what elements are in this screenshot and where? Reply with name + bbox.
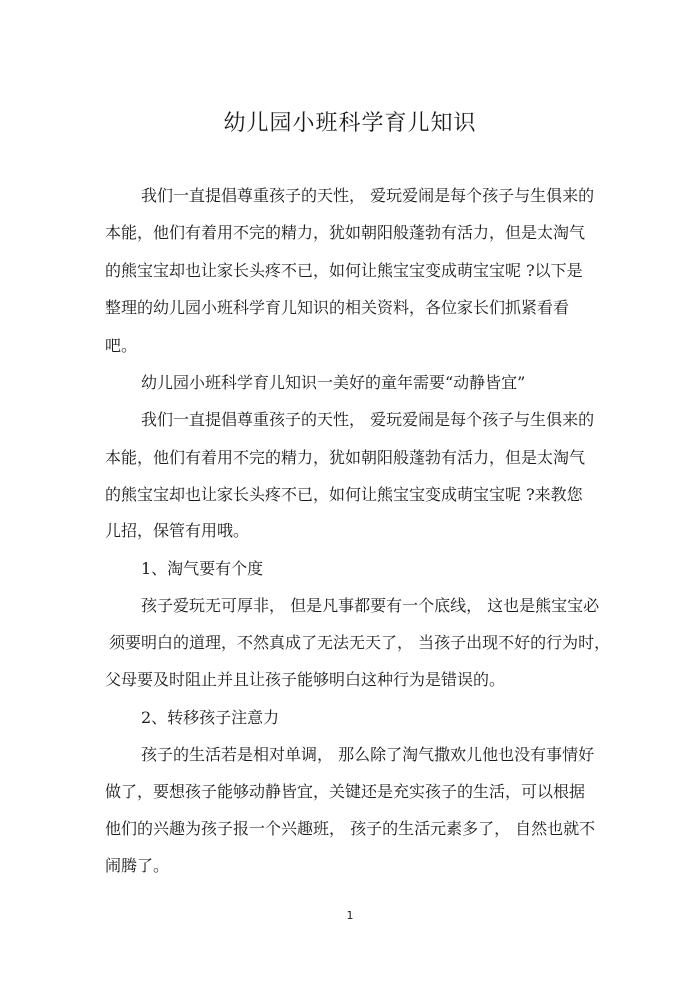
- text-line: 本能，他们有着用不完的精力，犹如朝阳般蓬勃有活力，但是太淘气: [105, 448, 586, 467]
- page-number: 1: [346, 909, 354, 922]
- text-line: 吧。: [105, 336, 138, 355]
- section-heading: 2、转移孩子注意力: [141, 708, 280, 727]
- text-line: 的熊宝宝却也让家长头疼不已，如何让熊宝宝变成萌宝宝呢 ?以下是: [105, 261, 583, 280]
- page-title: 幼儿园小班科学育儿知识: [223, 111, 477, 136]
- text-line: 儿招，保管有用哦。: [105, 521, 250, 540]
- text-line: 孩子爱玩无可厚非， 但是凡事都要有一个底线， 这也是熊宝宝必: [141, 596, 600, 615]
- section-heading: 幼儿园小班科学育儿知识一美好的童年需要“动静皆宜”: [141, 373, 526, 392]
- text-line: 做了，要想孩子能够动静皆宜，关键还是充实孩子的生活，可以根据: [105, 782, 586, 801]
- text-line: 的熊宝宝却也让家长头疼不已，如何让熊宝宝变成萌宝宝呢 ?来教您: [105, 485, 583, 504]
- text-line: 我们一直提倡尊重孩子的天性， 爱玩爱闹是每个孩子与生俱来的: [141, 186, 595, 205]
- section-heading: 1、淘气要有个度: [141, 559, 264, 578]
- text-line: 我们一直提倡尊重孩子的天性， 爱玩爱闹是每个孩子与生俱来的: [141, 410, 595, 429]
- text-line: 孩子的生活若是相对单调， 那么除了淘气撒欢儿他也没有事情好: [141, 745, 595, 764]
- text-line: 本能，他们有着用不完的精力，犹如朝阳般蓬勃有活力，但是太淘气: [105, 223, 586, 242]
- text-line: 他们的兴趣为孩子报一个兴趣班， 孩子的生活元素多了， 自然也就不: [105, 819, 596, 838]
- text-line: 须要明白的道理，不然真成了无法无天了， 当孩子出现不好的行为时，: [109, 633, 611, 652]
- text-line: 整理的幼儿园小班科学育儿知识的相关资料，各位家长们抓紧看看: [105, 298, 570, 317]
- text-line: 父母要及时阻止并且让孩子能够明白这种行为是错误的。: [105, 670, 506, 689]
- text-line: 闹腾了。: [105, 856, 170, 875]
